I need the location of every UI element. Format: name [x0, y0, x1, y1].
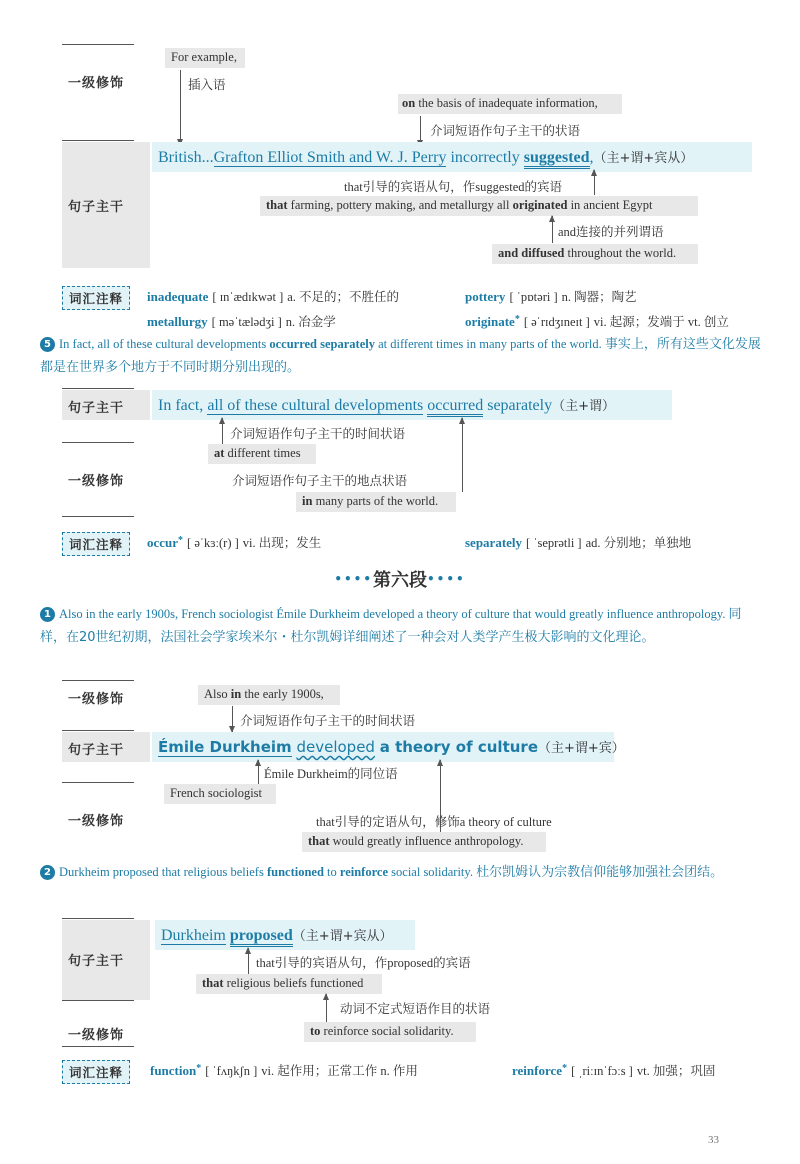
- also-phrase: Also in the early 1900s,: [204, 687, 324, 701]
- inf-clause: to reinforce social solidarity.: [310, 1024, 454, 1038]
- time-phrase: at different times: [214, 446, 301, 460]
- vocab-tag: 词汇注释: [62, 1060, 130, 1084]
- rule: [62, 918, 134, 919]
- page-number: 33: [708, 1134, 719, 1146]
- rule: [62, 1046, 134, 1047]
- insertion-note: 插入语: [188, 78, 226, 92]
- vocab-tag: 词汇注释: [62, 286, 130, 310]
- that-clause: that farming, pottery making, and metallurgy all originated in ancient Egypt: [266, 198, 653, 212]
- and-clause: and diffused throughout the world.: [498, 246, 677, 260]
- vocab-item: metallurgy [ məˈtælədʒi ] n. 冶金学: [147, 314, 336, 329]
- appos-note: Émile Durkheim的同位语: [264, 767, 398, 781]
- label-first-mod: 一级修饰: [68, 692, 125, 707]
- that-note: that引导的宾语从句，作proposed的宾语: [256, 956, 471, 970]
- vocab-item: originate* [ əˈrɪdʒɪneɪt ] vi. 起源；发端于 vt. 创立: [465, 314, 729, 329]
- vocab-item: occur* [ əˈkɜː(r) ] vi. 出现；发生: [147, 535, 322, 550]
- paragraph-number: 5: [40, 337, 55, 352]
- arrow: [552, 216, 553, 243]
- section-title: ••••第六段••••: [334, 570, 466, 591]
- label-main-clause: 句子主干: [68, 401, 125, 416]
- vocab-tag: 词汇注释: [62, 532, 130, 556]
- rule: [62, 442, 134, 443]
- that-note: that引导的定语从句，修饰a theory of culture: [316, 815, 552, 829]
- paragraph-number: 1: [40, 607, 55, 622]
- vocab-item: pottery [ ˈpɒtəri ] n. 陶器；陶艺: [465, 289, 637, 304]
- rule: [62, 388, 134, 389]
- vocab-item: reinforce* [ ˌriːɪnˈfɔːs ] vt. 加强；巩固: [512, 1063, 716, 1078]
- paragraph-number: 2: [40, 865, 55, 880]
- label-first-mod: 一级修饰: [68, 474, 125, 489]
- that-clause: that would greatly influence anthropology.: [308, 834, 524, 848]
- rule: [62, 140, 134, 141]
- rule: [62, 680, 134, 681]
- rule: [62, 1000, 134, 1001]
- basis-note: 介词短语作句子主干的状语: [430, 124, 581, 138]
- arrow: [258, 760, 259, 784]
- time-note: 介词短语作句子主干的时间状语: [230, 427, 406, 441]
- and-note: and连接的并列谓语: [558, 225, 664, 239]
- arrow: [326, 994, 327, 1022]
- paragraph-2: 2 Durkheim proposed that religious beliefs functioned to reinforce social solidarity. 杜尔凯姆认为宗教信仰能够加强社会团结。: [40, 861, 762, 884]
- rule: [62, 516, 134, 517]
- vocab-item: inadequate [ ɪnˈædɪkwət ] a. 不足的；不胜任的: [147, 289, 400, 304]
- main-sentence: British...Grafton Elliot Smith and W. J. Perry incorrectly suggested,（主+谓+宾从）: [158, 147, 693, 167]
- label-main-clause: 句子主干: [68, 954, 125, 969]
- rule: [62, 730, 134, 731]
- label-first-mod: 一级修饰: [68, 814, 125, 829]
- rule: [62, 44, 134, 45]
- label-first-mod: 一级修饰: [68, 1028, 125, 1043]
- for-example: For example,: [171, 50, 237, 64]
- arrow: [594, 170, 595, 195]
- also-note: 介词短语作句子主干的时间状语: [240, 714, 416, 728]
- label-first-mod: 一级修饰: [68, 76, 125, 91]
- place-phrase: in many parts of the world.: [302, 494, 439, 508]
- that-clause: that religious beliefs functioned: [202, 976, 364, 990]
- paragraph-5: 5 In fact, all of these cultural developments occurred separately at different times in many parts of the world. 事实上，所有这些文化发展都是在世界多个地方于不同时期分别出现的。: [40, 337, 761, 375]
- place-note: 介词短语作句子主干的地点状语: [232, 474, 408, 488]
- that-note: that引导的宾语从句，作suggested的宾语: [344, 180, 563, 194]
- arrow: [232, 706, 233, 732]
- arrow: [180, 70, 181, 145]
- arrow: [248, 948, 249, 974]
- label-main-clause: 句子主干: [68, 200, 125, 215]
- arrow: [222, 418, 223, 444]
- inf-note: 动词不定式短语作目的状语: [340, 1002, 491, 1016]
- arrow: [462, 418, 463, 492]
- basis-phrase: on the basis of inadequate information,: [402, 96, 598, 110]
- appos-phrase: French sociologist: [170, 786, 263, 800]
- main-sentence: Durkheim proposed（主+谓+宾从）: [161, 925, 393, 945]
- label-main-clause: 句子主干: [68, 743, 125, 758]
- rule: [62, 782, 134, 783]
- main-sentence: In fact, all of these cultural developments occurred separately（主+谓）: [158, 395, 615, 415]
- paragraph-1: 1 Also in the early 1900s, French sociologist Émile Durkheim developed a theory of culture that would greatly influence anthropology. 同样，在20世纪初期，法国社会学家埃米尔・杜尔凯姆详细阐述了一种会对人类学产生极大影响的文化理论。: [40, 607, 742, 645]
- vocab-item: function* [ ˈfʌŋkʃn ] vi. 起作用；正常工作 n. 作用: [150, 1063, 418, 1078]
- vocab-item: separately [ ˈseprətli ] ad. 分别地；单独地: [465, 535, 692, 550]
- main-sentence: Émile Durkheim developed a theory of culture（主+谓+宾）: [158, 738, 625, 756]
